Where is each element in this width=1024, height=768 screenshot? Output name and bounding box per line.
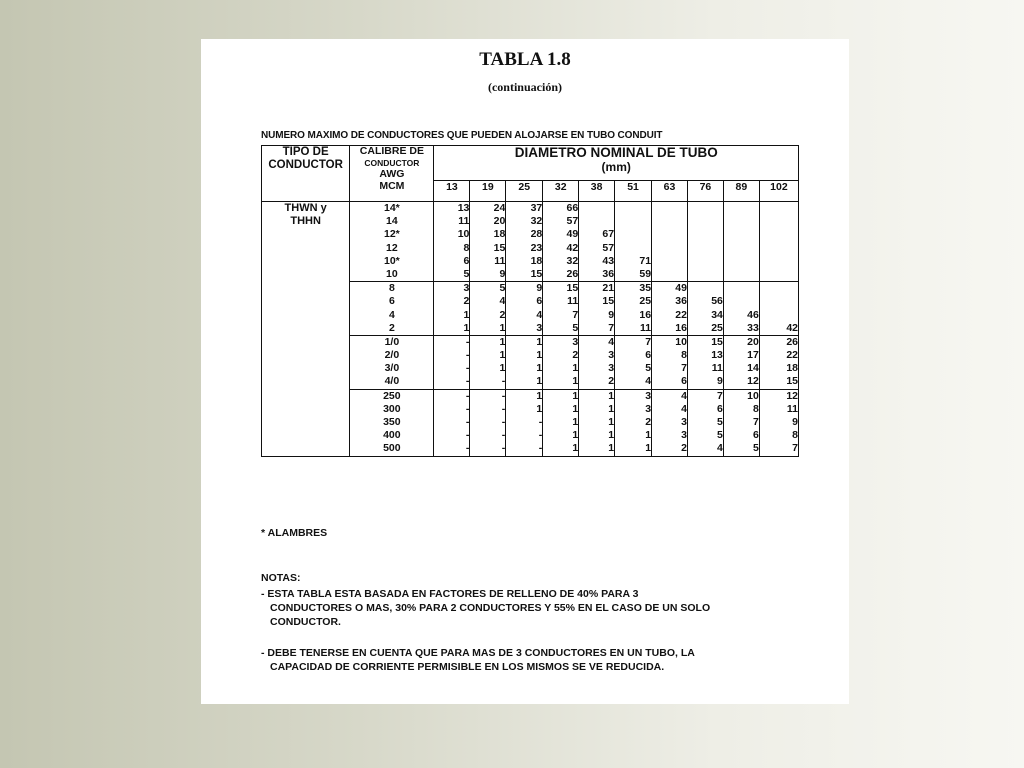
count-value: 16 bbox=[639, 308, 652, 321]
header-size: 38 bbox=[579, 181, 615, 202]
count-value: 4 bbox=[499, 295, 506, 308]
count-value: 49 bbox=[566, 228, 579, 241]
count-value bbox=[615, 215, 651, 228]
count-value bbox=[724, 295, 759, 308]
count-value: 26 bbox=[786, 335, 798, 348]
calibre-value: 14* bbox=[383, 202, 400, 214]
note-2 bbox=[261, 646, 809, 674]
count-value: 5 bbox=[717, 416, 723, 428]
count-value: 14 bbox=[747, 362, 759, 375]
count-value: 1 bbox=[499, 362, 506, 375]
count-value: 25 bbox=[711, 321, 723, 334]
count-value bbox=[724, 228, 759, 241]
count-value bbox=[688, 282, 723, 295]
calibre-value: 400 bbox=[383, 429, 401, 442]
count-value: - bbox=[501, 375, 506, 388]
count-value: 5 bbox=[499, 282, 506, 295]
note-1-line-3: CONDUCTOR. bbox=[270, 616, 341, 628]
count-value: 3 bbox=[681, 429, 687, 442]
count-value bbox=[688, 228, 723, 241]
count-value: 15 bbox=[493, 241, 506, 254]
count-value: 42 bbox=[786, 321, 798, 334]
footnote-alambres: * ALAMBRES bbox=[261, 527, 328, 539]
count-value: 3 bbox=[645, 402, 652, 415]
count-cell bbox=[579, 202, 615, 282]
calibre-value: 12* bbox=[383, 228, 400, 241]
count-value: 12 bbox=[747, 375, 759, 388]
count-value: 49 bbox=[675, 282, 687, 295]
count-cell bbox=[759, 389, 798, 456]
count-value: - bbox=[501, 442, 506, 455]
count-value: 11 bbox=[494, 254, 506, 267]
count-value: 7 bbox=[645, 335, 652, 348]
count-value bbox=[652, 228, 687, 241]
count-value: 1 bbox=[572, 389, 579, 402]
calibre-value: 500 bbox=[383, 442, 401, 455]
count-value: 9 bbox=[608, 308, 615, 321]
count-value: - bbox=[501, 389, 506, 402]
count-value: 5 bbox=[717, 429, 723, 442]
count-value: 21 bbox=[602, 282, 615, 295]
count-value: 3 bbox=[536, 321, 543, 334]
count-value bbox=[760, 255, 798, 268]
header-calibre-line3: AWG bbox=[379, 168, 405, 180]
note-1 bbox=[261, 587, 809, 629]
count-cell bbox=[687, 335, 723, 389]
count-value: 1 bbox=[536, 335, 543, 348]
count-value bbox=[724, 268, 759, 281]
calibre-value: 8 bbox=[388, 282, 395, 295]
count-cell bbox=[652, 282, 688, 336]
count-value: 10 bbox=[747, 389, 759, 402]
count-value: 13 bbox=[457, 202, 470, 214]
count-value: 1 bbox=[536, 402, 543, 415]
count-cell bbox=[506, 389, 543, 456]
count-value: 5 bbox=[645, 362, 652, 375]
count-value: - bbox=[465, 335, 470, 348]
count-value: 36 bbox=[675, 295, 687, 308]
count-value: - bbox=[465, 429, 470, 442]
count-cell bbox=[615, 335, 652, 389]
count-value: 20 bbox=[747, 335, 759, 348]
count-cell bbox=[470, 282, 506, 336]
count-value: 1 bbox=[608, 442, 615, 455]
count-value: 3 bbox=[645, 389, 652, 402]
count-value: 17 bbox=[747, 349, 759, 362]
count-value: 1 bbox=[572, 362, 579, 375]
conductor-type-line2: THHN bbox=[290, 215, 321, 227]
table-title: TABLA 1.8 bbox=[479, 49, 571, 70]
count-value: 11 bbox=[567, 295, 579, 308]
count-cell bbox=[687, 202, 723, 282]
count-value bbox=[724, 282, 759, 295]
count-value bbox=[760, 295, 798, 308]
count-value: - bbox=[465, 416, 470, 428]
count-value: 1 bbox=[536, 362, 543, 375]
count-value: 1 bbox=[608, 402, 615, 415]
count-cell bbox=[723, 282, 759, 336]
calibre-value: 4 bbox=[388, 308, 395, 321]
count-value: 1 bbox=[645, 429, 652, 442]
count-value bbox=[615, 242, 651, 255]
count-value: - bbox=[538, 442, 543, 455]
count-cell bbox=[506, 282, 543, 336]
count-cell bbox=[543, 335, 579, 389]
count-cell bbox=[652, 335, 688, 389]
conductor-type-line1: THWN y bbox=[284, 202, 327, 214]
count-value: 15 bbox=[530, 267, 543, 280]
count-value: 6 bbox=[463, 254, 470, 267]
conductor-type-cell bbox=[262, 202, 350, 457]
count-cell bbox=[759, 202, 798, 282]
header-size: 19 bbox=[470, 181, 506, 202]
count-cell bbox=[687, 389, 723, 456]
count-value: 1 bbox=[499, 349, 506, 362]
note-1-line-1: - ESTA TABLA ESTA BASADA EN FACTORES DE RELLENO DE 40% PARA 3 bbox=[261, 588, 639, 600]
count-cell bbox=[579, 389, 615, 456]
count-value: 3 bbox=[608, 362, 615, 375]
calibre-value: 3/0 bbox=[384, 362, 400, 375]
header-calibre-line4: MCM bbox=[379, 179, 405, 192]
count-cell bbox=[652, 389, 688, 456]
table-subtitle: (continuación) bbox=[487, 80, 562, 94]
count-value: 59 bbox=[639, 267, 652, 280]
count-value bbox=[760, 202, 798, 215]
count-cell bbox=[506, 202, 543, 282]
calibre-value: 1/0 bbox=[384, 335, 400, 348]
count-value: 8 bbox=[463, 241, 470, 254]
count-value: 1 bbox=[572, 429, 579, 442]
count-value: 15 bbox=[566, 282, 579, 295]
count-value: 22 bbox=[675, 308, 687, 321]
count-value bbox=[760, 282, 798, 295]
table-row-group bbox=[262, 202, 799, 282]
calibre-cell bbox=[350, 389, 434, 456]
header-tipo-line2: CONDUCTOR bbox=[268, 159, 343, 171]
count-value: 6 bbox=[645, 349, 652, 362]
count-value bbox=[724, 215, 759, 228]
count-value: 2 bbox=[608, 375, 615, 388]
calibre-value: 2/0 bbox=[384, 349, 400, 362]
count-value bbox=[688, 242, 723, 255]
conductor-table bbox=[261, 145, 799, 457]
count-value: 1 bbox=[536, 349, 543, 362]
count-value bbox=[724, 202, 759, 215]
header-size: 51 bbox=[615, 181, 652, 202]
count-value: - bbox=[501, 429, 506, 442]
count-value: 2 bbox=[572, 349, 579, 362]
count-cell bbox=[687, 282, 723, 336]
header-size: 25 bbox=[506, 181, 543, 202]
header-diametro-text: DIAMETRO NOMINAL DE TUBO bbox=[514, 145, 718, 160]
count-value: 28 bbox=[530, 228, 543, 241]
count-value bbox=[688, 202, 723, 215]
calibre-value: 10* bbox=[383, 254, 400, 267]
count-value: 7 bbox=[717, 389, 723, 402]
count-value: 1 bbox=[645, 442, 652, 455]
count-value: 4 bbox=[717, 442, 723, 455]
count-value: 1 bbox=[499, 335, 506, 348]
count-value: 1 bbox=[608, 389, 615, 402]
count-value: 10 bbox=[675, 335, 687, 348]
count-cell bbox=[506, 335, 543, 389]
count-value: - bbox=[538, 416, 543, 428]
count-cell bbox=[759, 335, 798, 389]
count-value: 7 bbox=[608, 321, 615, 334]
note-2-line-1: - DEBE TENERSE EN CUENTA QUE PARA MAS DE 3 CONDUCTORES EN UN TUBO, LA bbox=[261, 647, 695, 659]
count-value: 10 bbox=[457, 228, 470, 241]
count-value bbox=[688, 215, 723, 228]
count-value: 1 bbox=[572, 442, 579, 455]
count-value bbox=[652, 215, 687, 228]
calibre-value: 14 bbox=[386, 215, 398, 228]
count-value: 43 bbox=[602, 254, 615, 267]
count-value: 9 bbox=[499, 267, 506, 280]
count-value: 1 bbox=[608, 416, 615, 428]
count-value bbox=[579, 215, 614, 228]
count-value: 1 bbox=[463, 308, 470, 321]
count-value: 8 bbox=[681, 349, 687, 362]
count-value: 20 bbox=[493, 215, 506, 228]
count-cell bbox=[470, 335, 506, 389]
calibre-value: 250 bbox=[383, 389, 401, 402]
count-value: 24 bbox=[493, 202, 506, 214]
count-cell bbox=[434, 335, 470, 389]
header-size: 89 bbox=[723, 181, 759, 202]
count-cell bbox=[759, 282, 798, 336]
count-cell bbox=[579, 335, 615, 389]
header-calibre bbox=[350, 146, 434, 202]
count-value: 33 bbox=[747, 321, 759, 334]
count-cell bbox=[579, 282, 615, 336]
count-value: 36 bbox=[602, 267, 615, 280]
count-value: 46 bbox=[747, 308, 759, 321]
count-value bbox=[615, 202, 651, 215]
count-value: 67 bbox=[602, 228, 615, 241]
calibre-cell bbox=[350, 282, 434, 336]
count-value: 4 bbox=[608, 335, 615, 348]
count-value: 7 bbox=[752, 416, 759, 428]
count-cell bbox=[543, 202, 579, 282]
count-value: 8 bbox=[752, 402, 759, 415]
count-value: 2 bbox=[645, 416, 652, 428]
count-value: 13 bbox=[711, 349, 723, 362]
count-value: 15 bbox=[786, 375, 798, 388]
count-value: 8 bbox=[792, 429, 798, 442]
calibre-value: 6 bbox=[388, 295, 395, 308]
count-value bbox=[652, 202, 687, 215]
count-value bbox=[652, 268, 687, 281]
count-value: 1 bbox=[536, 375, 543, 388]
calibre-value: 12 bbox=[386, 241, 398, 254]
count-value: 6 bbox=[536, 295, 543, 308]
count-value: 7 bbox=[572, 308, 579, 321]
count-value bbox=[760, 309, 798, 322]
count-value: 4 bbox=[681, 389, 687, 402]
header-tipo bbox=[262, 146, 350, 202]
count-cell bbox=[723, 202, 759, 282]
count-value: 1 bbox=[608, 429, 615, 442]
count-value: 7 bbox=[681, 362, 687, 375]
count-value: - bbox=[465, 442, 470, 455]
count-value: 35 bbox=[639, 282, 652, 295]
count-value: 57 bbox=[602, 241, 615, 254]
count-value: 18 bbox=[786, 362, 798, 375]
count-value: 11 bbox=[711, 362, 723, 375]
count-value bbox=[615, 228, 651, 241]
count-value: 4 bbox=[645, 375, 652, 388]
header-size: 63 bbox=[652, 181, 688, 202]
notes-title: NOTAS: bbox=[261, 572, 301, 584]
count-value: 6 bbox=[681, 375, 687, 388]
count-value: - bbox=[465, 389, 470, 402]
count-value bbox=[652, 242, 687, 255]
table-caption: NUMERO MAXIMO DE CONDUCTORES QUE PUEDEN ALOJARSE EN TUBO CONDUIT bbox=[261, 130, 663, 141]
count-value: 5 bbox=[572, 321, 579, 334]
count-value: - bbox=[501, 402, 506, 415]
count-value: 32 bbox=[566, 254, 579, 267]
count-value bbox=[760, 215, 798, 228]
count-value: 3 bbox=[572, 335, 579, 348]
count-cell bbox=[543, 282, 579, 336]
count-cell bbox=[470, 389, 506, 456]
count-value: 1 bbox=[463, 321, 470, 334]
count-value bbox=[652, 255, 687, 268]
header-mm: (mm) bbox=[601, 160, 631, 174]
header-size: 76 bbox=[687, 181, 723, 202]
count-value: 4 bbox=[536, 308, 543, 321]
count-value: 2 bbox=[463, 295, 470, 308]
header-tipo-line1: TIPO DE bbox=[282, 146, 329, 158]
count-value: 3 bbox=[608, 349, 615, 362]
count-cell bbox=[434, 389, 470, 456]
count-value: 1 bbox=[572, 402, 579, 415]
count-value: 37 bbox=[530, 202, 543, 214]
count-value: 16 bbox=[675, 321, 687, 334]
calibre-value: 4/0 bbox=[384, 375, 400, 388]
count-value: 32 bbox=[530, 215, 543, 228]
count-value: 6 bbox=[752, 429, 759, 442]
count-value: 12 bbox=[786, 389, 798, 402]
count-value: 2 bbox=[681, 442, 687, 455]
calibre-value: 10 bbox=[386, 267, 398, 280]
count-value: 4 bbox=[681, 402, 687, 415]
count-value: 9 bbox=[717, 375, 723, 388]
count-value: 26 bbox=[566, 267, 579, 280]
note-2-line-2: CAPACIDAD DE CORRIENTE PERMISIBLE EN LOS MISMOS SE VE REDUCIDA. bbox=[270, 661, 665, 673]
count-value: - bbox=[465, 402, 470, 415]
note-1-line-2: CONDUCTORES O MAS, 30% PARA 2 CONDUCTORES Y 55% EN EL CASO DE UN SOLO bbox=[270, 602, 711, 614]
count-value: 18 bbox=[530, 254, 543, 267]
count-cell bbox=[723, 389, 759, 456]
count-value: - bbox=[465, 349, 470, 362]
calibre-cell bbox=[350, 335, 434, 389]
count-value: 3 bbox=[463, 282, 470, 295]
count-value bbox=[579, 202, 614, 215]
count-value: 15 bbox=[711, 335, 723, 348]
count-cell bbox=[615, 389, 652, 456]
count-value: 2 bbox=[499, 308, 506, 321]
count-value: 15 bbox=[602, 295, 615, 308]
calibre-value: 2 bbox=[388, 321, 395, 334]
count-value: 23 bbox=[530, 241, 543, 254]
header-calibre-line1: CALIBRE DE bbox=[359, 145, 424, 157]
header-size: 102 bbox=[759, 181, 798, 202]
count-value: 7 bbox=[792, 442, 798, 455]
count-value: 11 bbox=[786, 402, 798, 415]
count-cell bbox=[434, 282, 470, 336]
header-size: 32 bbox=[543, 181, 579, 202]
count-cell bbox=[615, 282, 652, 336]
calibre-cell bbox=[350, 202, 434, 282]
count-value: 5 bbox=[463, 267, 470, 280]
count-cell bbox=[652, 202, 688, 282]
count-value: 57 bbox=[566, 215, 579, 228]
count-value: 66 bbox=[566, 202, 579, 214]
document-page bbox=[201, 39, 849, 704]
count-value: 11 bbox=[639, 321, 652, 334]
count-cell bbox=[723, 335, 759, 389]
count-value: 18 bbox=[493, 228, 506, 241]
count-value bbox=[760, 242, 798, 255]
count-value: - bbox=[501, 416, 506, 428]
count-value: 3 bbox=[681, 416, 687, 428]
calibre-value: 350 bbox=[383, 416, 401, 428]
count-cell bbox=[615, 202, 652, 282]
count-value: - bbox=[465, 362, 470, 375]
count-value bbox=[724, 242, 759, 255]
count-cell bbox=[434, 202, 470, 282]
count-value: 25 bbox=[639, 295, 652, 308]
count-value: 1 bbox=[572, 375, 579, 388]
header-size: 13 bbox=[434, 181, 470, 202]
count-value: - bbox=[465, 375, 470, 388]
count-value: 5 bbox=[752, 442, 759, 455]
count-value bbox=[760, 268, 798, 281]
count-value: - bbox=[538, 429, 543, 442]
count-value: 71 bbox=[639, 254, 652, 267]
count-value: 1 bbox=[499, 321, 506, 334]
header-calibre-line2: CONDUCTOR bbox=[364, 157, 420, 168]
count-cell bbox=[543, 389, 579, 456]
count-value: 22 bbox=[786, 349, 798, 362]
count-value bbox=[688, 268, 723, 281]
count-value: 1 bbox=[536, 389, 543, 402]
count-value: 11 bbox=[458, 215, 470, 228]
count-cell bbox=[470, 202, 506, 282]
header-diametro bbox=[434, 146, 799, 181]
count-value bbox=[724, 255, 759, 268]
count-value: 9 bbox=[536, 282, 543, 295]
count-value: 6 bbox=[717, 402, 723, 415]
count-value: 34 bbox=[711, 308, 723, 321]
count-value: 9 bbox=[792, 416, 798, 428]
count-value: 1 bbox=[572, 416, 579, 428]
count-value bbox=[688, 255, 723, 268]
count-value bbox=[760, 228, 798, 241]
calibre-value: 300 bbox=[383, 402, 401, 415]
count-value: 42 bbox=[566, 241, 579, 254]
count-value: 56 bbox=[711, 295, 723, 308]
